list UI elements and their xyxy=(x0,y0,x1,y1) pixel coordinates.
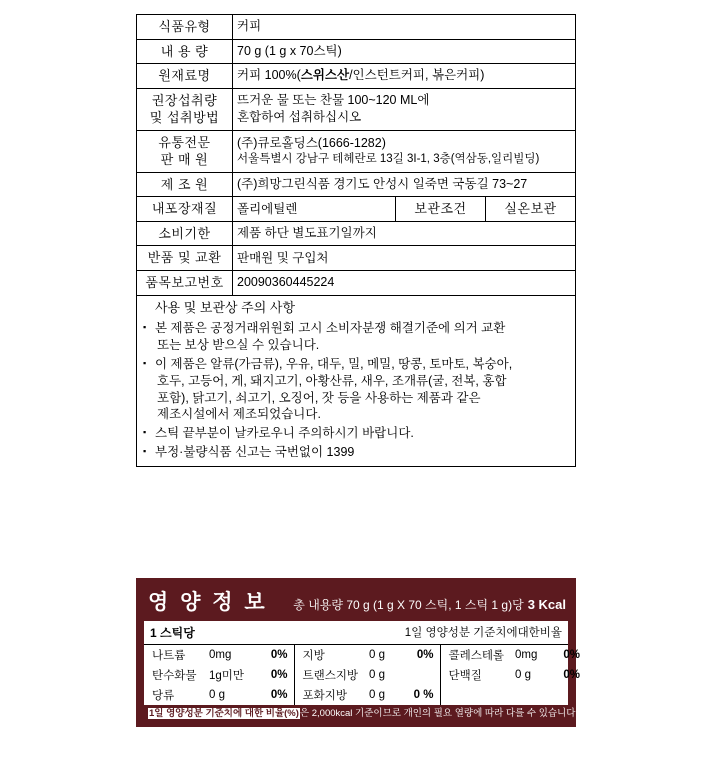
nutrient-pct-cholesterol: 0% xyxy=(563,649,580,661)
row-label-packaging: 내포장재질 xyxy=(137,197,233,222)
notice-line: 포함), 닭고기, 쇠고기, 오징어, 잣 등을 사용하는 제품과 같은 xyxy=(157,390,481,405)
nutrition-header-right xyxy=(293,596,566,615)
row-label-ingredients: 원재료명 xyxy=(137,64,233,89)
list-item xyxy=(141,320,571,354)
nutrition-facts-panel xyxy=(136,578,580,727)
row-label-expiry: 소비기한 xyxy=(137,221,233,246)
row-label-content-amount: 내 용 량 xyxy=(137,39,233,64)
nutrient-name-saturated-fat: 포화지방 xyxy=(294,685,366,705)
table-row xyxy=(137,39,576,64)
product-info-table xyxy=(136,14,576,467)
notice-line: 또는 보상 받으실 수 있습니다. xyxy=(157,337,320,352)
nutrient-pct-saturated-fat: 0 % xyxy=(413,689,434,701)
row-label-food-type: 식품유형 xyxy=(137,15,233,40)
nutrition-footnote-highlight: 1일 영양성분 기준치에 대한 비율(%) xyxy=(149,708,299,719)
list-item xyxy=(141,425,571,442)
row-label-report-number: 품목보고번호 xyxy=(137,271,233,296)
table-row-notice xyxy=(137,295,576,467)
nutrition-ratio-header: 1일 영양성분 기준치에대한비율 xyxy=(404,627,562,639)
distributor-value-line2: 서울특별시 강남구 테헤란로 13길 3I-1, 3층(역삼동,일리빌딩) xyxy=(237,152,540,165)
nutrient-pct-carbohydrate: 0% xyxy=(270,669,288,681)
distributor-label-line1: 유통전문 xyxy=(158,134,211,150)
row-label-return-exchange: 반품 및 교환 xyxy=(137,246,233,271)
nutrition-kcal: 3 Kcal xyxy=(527,597,566,612)
table-row xyxy=(144,685,586,705)
distributor-value-line1: (주)큐로홀딩스(1666-1282) xyxy=(237,136,386,151)
row-value-distributor xyxy=(233,130,576,172)
notice-line: 호두, 고등어, 게, 돼지고기, 아황산류, 새우, 조개류(굴, 전복, 홍합 xyxy=(157,373,507,388)
intake-label-line1: 권장섭취량 xyxy=(151,92,218,108)
notice-line: 제조시설에서 제조되었습니다. xyxy=(157,407,321,422)
nutrient-pct-empty xyxy=(554,685,586,705)
notice-line: 부정·불량식품 신고는 국번없이 1399 xyxy=(155,445,355,460)
nutrient-value-empty xyxy=(512,685,554,705)
nutrient-value-saturated-fat: 0 g xyxy=(369,689,385,701)
table-row xyxy=(144,645,586,665)
nutrient-pct-sugars: 0% xyxy=(270,689,288,701)
nutrient-name-carbohydrate: 탄수화물 xyxy=(152,670,197,682)
ingredients-post: /인스턴트커피, 볶은커피) xyxy=(349,68,485,83)
row-label-intake xyxy=(137,88,233,130)
list-item xyxy=(141,444,571,461)
nutrient-name-cholesterol: 콜레스테롤 xyxy=(440,645,512,665)
row-value-content-amount: 70 g (1 g x 70스틱) xyxy=(233,39,576,64)
nutrient-value-sugars: 0 g xyxy=(209,689,225,701)
notice-line: 이 제품은 알류(가금류), 우유, 대두, 밀, 메밀, 땅콩, 토마토, 복숭아, xyxy=(155,356,513,371)
nutrient-name-sodium: 나트륨 xyxy=(152,650,186,662)
notice-list xyxy=(141,320,571,461)
nutrient-name-sugars: 당류 xyxy=(152,690,175,702)
nutrition-footnote-inner xyxy=(148,708,579,719)
intake-value-line2: 혼합하여 섭취하십시오 xyxy=(237,110,362,125)
nutrient-pct-protein: 0% xyxy=(563,669,580,681)
nutrition-footnote-rest: 은 2,000kcal 기준이므로 개인의 필요 열량에 따라 다를 수 있습니다. xyxy=(299,708,579,719)
ingredients-origin: 스위스산 xyxy=(300,68,350,83)
list-item xyxy=(141,356,571,424)
product-info-table-wrapper xyxy=(136,14,576,467)
intake-label-line2: 및 섭취방법 xyxy=(149,110,220,126)
notice-line: 본 제품은 공정거래위원회 고시 소비자분쟁 해결기준에 의거 교환 xyxy=(155,321,506,336)
nutrient-value-cholesterol: 0mg xyxy=(515,649,538,661)
nutrient-pct-trans-fat xyxy=(408,665,440,685)
nutrition-table xyxy=(144,645,586,705)
row-value-expiry: 제품 하단 별도표기일까지 xyxy=(233,221,576,246)
nutrient-value-trans-fat: 0 g xyxy=(369,669,385,681)
nutrient-name-empty xyxy=(440,685,512,705)
row-value-intake xyxy=(233,88,576,130)
nutrient-value-fat: 0 g xyxy=(369,649,385,661)
nutrition-serving-row xyxy=(144,621,568,645)
table-row xyxy=(137,221,576,246)
nutrient-pct-sodium: 0% xyxy=(270,649,288,661)
table-row xyxy=(144,665,586,685)
nutrition-header xyxy=(144,585,568,621)
notice-title: 사용 및 보관상 주의 사항 xyxy=(155,299,296,315)
nutrient-value-sodium: 0mg xyxy=(209,649,232,661)
table-row xyxy=(137,88,576,130)
nutrition-body xyxy=(144,621,580,705)
nutrition-total-amount: 총 내용량 70 g (1 g X 70 스틱, 1 스틱 1 g)당 xyxy=(293,598,524,612)
notice-line: 스틱 끝부분이 날카로우니 주의하시기 바랍니다. xyxy=(155,426,414,441)
row-label-distributor xyxy=(137,130,233,172)
row-value-storage: 실온보관 xyxy=(485,197,575,222)
nutrient-value-carbohydrate: 1g미만 xyxy=(209,670,245,682)
row-label-manufacturer: 제 조 원 xyxy=(137,172,233,197)
distributor-label-line2: 판 매 원 xyxy=(160,152,209,168)
table-row xyxy=(137,172,576,197)
ingredients-pre: 커피 100%( xyxy=(237,68,301,83)
nutrition-title: 영 양 정 보 xyxy=(148,591,268,614)
nutrient-pct-fat: 0% xyxy=(416,649,434,661)
nutrient-name-protein: 단백질 xyxy=(440,665,512,685)
notice-cell xyxy=(137,295,576,467)
row-value-report-number: 20090360445224 xyxy=(233,271,576,296)
row-value-food-type: 커피 xyxy=(233,15,576,40)
row-value-manufacturer: (주)희망그린식품 경기도 안성시 일죽면 국동길 73~27 xyxy=(233,172,576,197)
row-value-return-exchange: 판매원 및 구입처 xyxy=(233,246,576,271)
nutrition-footnote xyxy=(144,705,579,720)
table-row xyxy=(137,197,576,222)
nutrient-name-trans-fat: 트랜스지방 xyxy=(294,665,366,685)
table-row xyxy=(137,64,576,89)
nutrient-name-fat: 지방 xyxy=(294,645,366,665)
row-value-ingredients xyxy=(233,64,576,89)
table-row xyxy=(137,130,576,172)
nutrient-value-protein: 0 g xyxy=(515,669,531,681)
nutrition-per-serving: 1 스틱당 xyxy=(150,626,195,640)
table-row xyxy=(137,246,576,271)
table-row xyxy=(137,271,576,296)
row-value-packaging: 폴리에틸렌 xyxy=(233,197,396,222)
row-label-storage: 보관조건 xyxy=(395,197,485,222)
intake-value-line1: 뜨거운 물 또는 찬물 100~120 ML에 xyxy=(237,93,430,108)
table-row xyxy=(137,15,576,40)
